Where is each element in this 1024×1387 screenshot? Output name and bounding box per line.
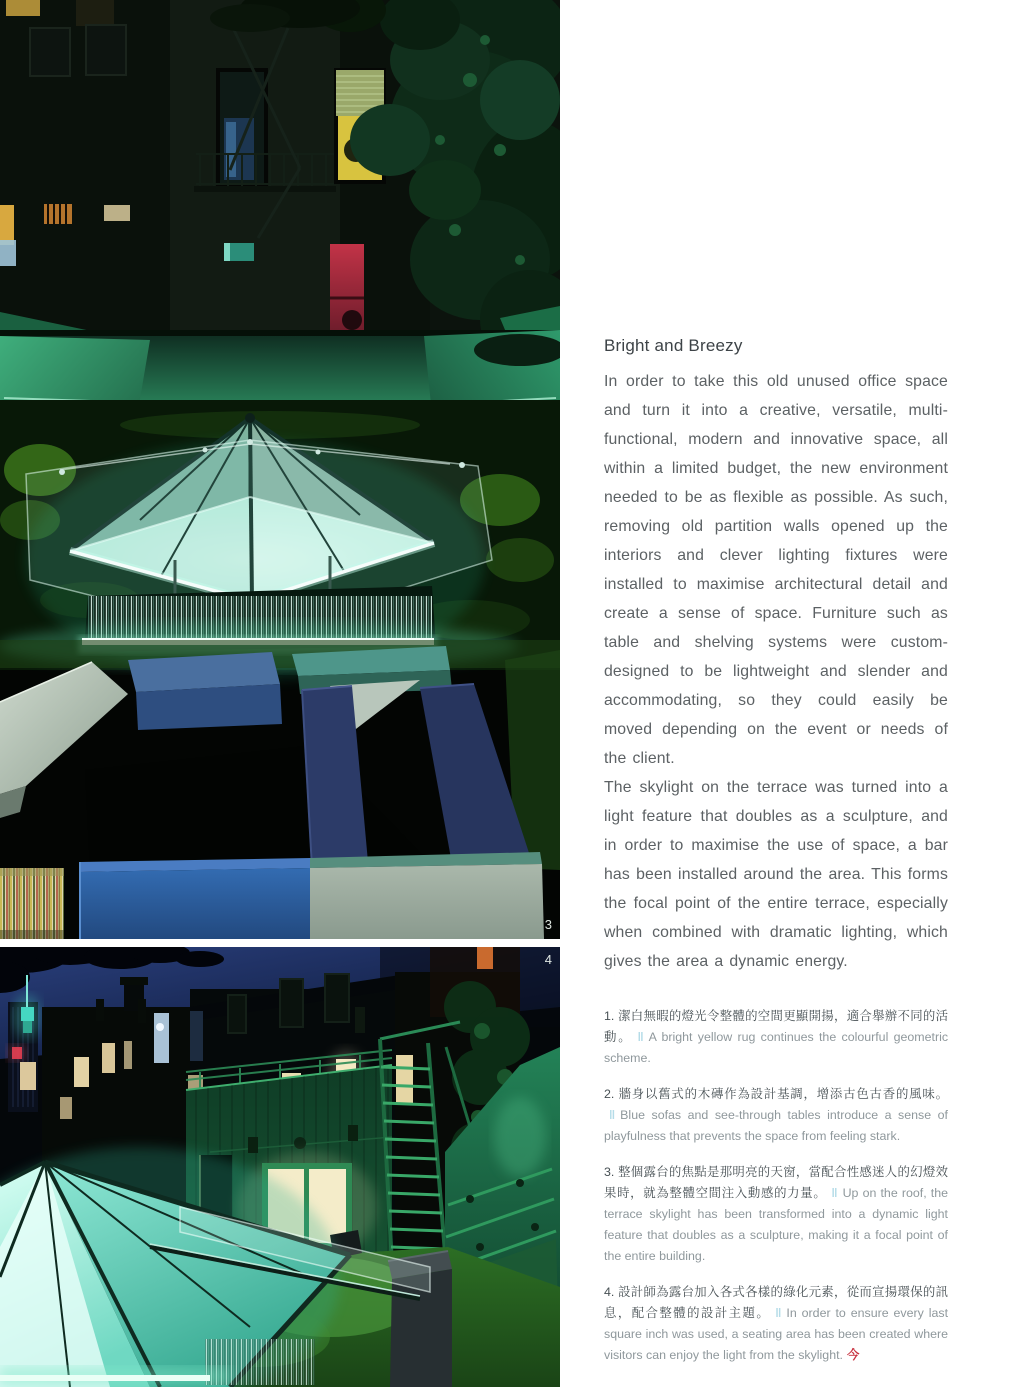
photo-page-number: 3 [544,917,552,932]
caption-3-english: Up on the roof, the terrace skylight has been transformed into a dynamic light feature that doubles as a sculpture, making it a focal point of the entire building. [604,1186,948,1263]
photo-rooftop-skylight-closeup [0,947,560,1387]
caption-separator: ‖ [637,1030,644,1044]
caption-1 [604,1006,948,1069]
caption-2 [604,1084,948,1147]
article-heading: Bright and Breezy [604,336,743,355]
caption-separator: ‖ [775,1306,782,1320]
caption-3 [604,1162,948,1267]
photo-captions [604,1006,948,1366]
caption-separator: ‖ [609,1108,616,1122]
article-end-mark: 今 [846,1348,860,1362]
caption-4-chinese: 4. 設計師為露台加入各式各樣的綠化元素，從而宣揚環保的訊息，配合整體的設計主題。 [604,1285,948,1320]
caption-1-chinese: 1. 潔白無暇的燈光令整體的空間更顯開揚，適合舉辦不同的活動。 [604,1009,948,1044]
caption-2-chinese: 2. 牆身以舊式的木磚作為設計基調，增添古色古香的風味。 [604,1087,948,1101]
photo-terrace-skylight-night [0,0,560,939]
photo-rooftop-illustration [0,947,560,1387]
photo-page-number: 4 [544,952,552,967]
caption-4-english: In order to ensure every last square inch was used, a seating area has been created where visitors can enjoy the light from the skylight. [604,1306,949,1362]
caption-separator: ‖ [831,1186,838,1200]
caption-3-chinese: 3. 整個露台的焦點是那明亮的天窗，當配合性感迷人的幻燈效果時，就為整體空間注入動感的力量。 [604,1165,948,1200]
caption-4 [604,1282,948,1366]
article-column [604,336,948,1381]
caption-1-english: A bright yellow rug continues the colourful geometric scheme. [604,1030,949,1065]
article-paragraph-2: The skylight on the terrace was turned into a light feature that doubles as a sculpture, and in order to maximise the use of space, a bar has been installed around the area. This forms the focal point of the entire terrace, especially when combined with dramatic lighting, which gives the area a dynamic energy. [604,779,948,970]
photo-terrace-illustration [0,0,560,939]
article-paragraph-1: In order to take this old unused office space and turn it into a creative, versatile, multi-functional, modern and innovative space, all within a limited budget, the new environment needed to be as flexible as possible. As such, removing old partition walls opened up the interiors and clever lighting fixtures were installed to maximise architectural detail and create a sense of space. Furniture such as table and shelving systems were custom-designed to be lightweight and slender and accommodating, so they could easily be moved depending on the event or needs of the client. [604,373,948,767]
striped-pouf [0,868,64,939]
caption-2-english: Blue sofas and see-through tables introduce a sense of playfulness that prevents the space from feeling stark. [604,1108,948,1143]
